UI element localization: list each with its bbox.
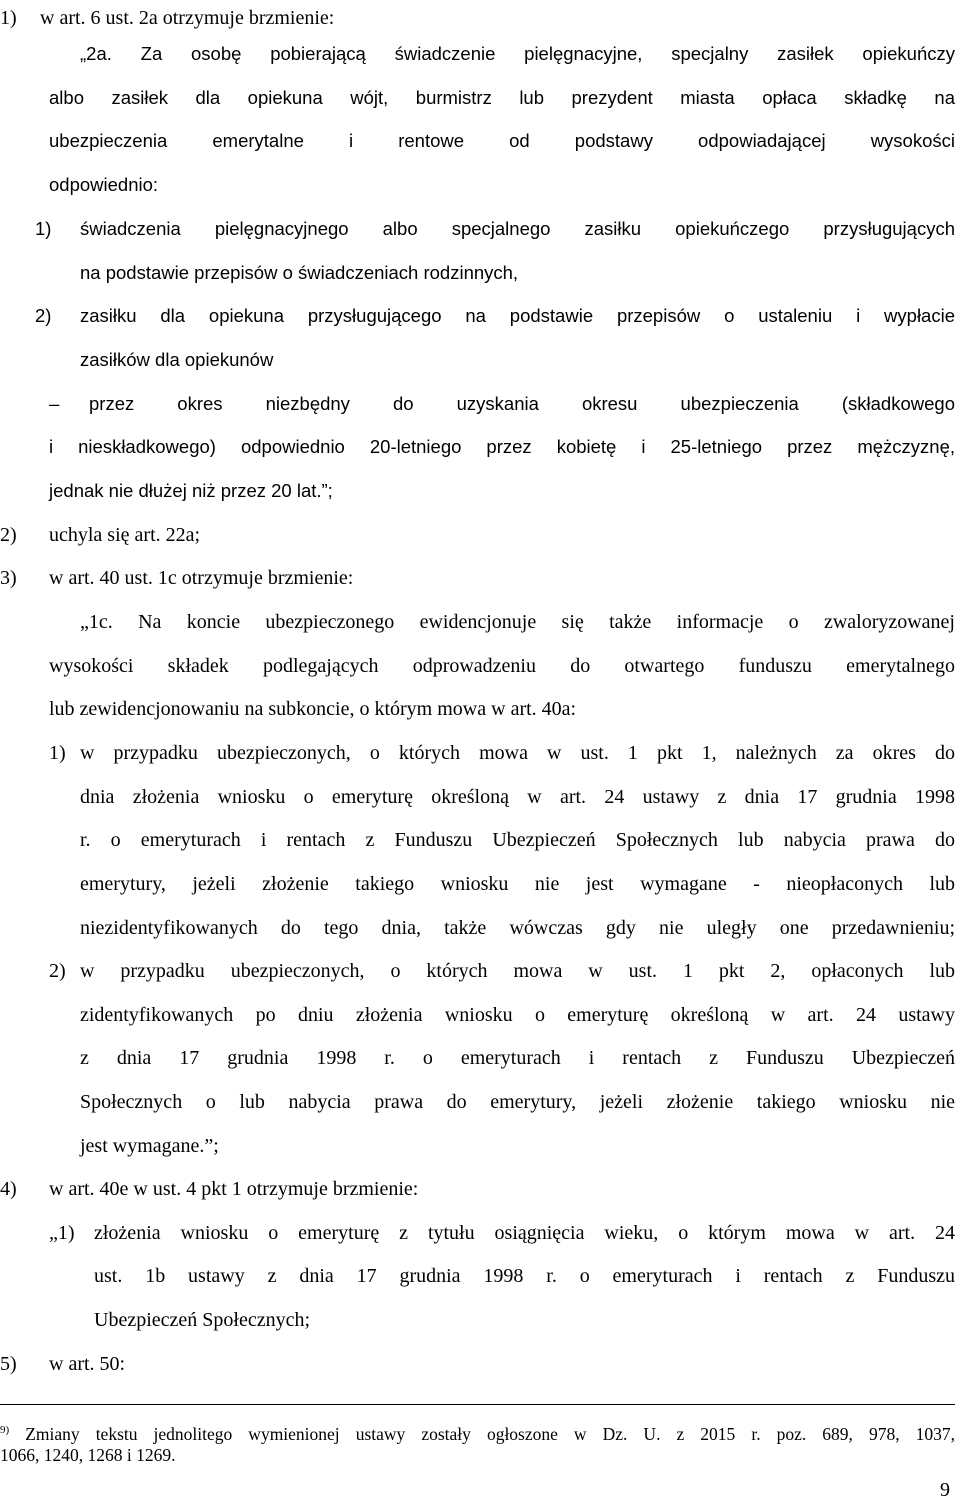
subitem-line: ust. 1b ustawy z dnia 17 grudnia 1998 r. o emeryturach i rentach z Funduszu [94,1265,955,1287]
item-number: 1) [0,7,17,29]
subitem-line: w przypadku ubezpieczonych, o których mowa w ust. 1 pkt 2, opłaconych lub [80,960,955,982]
item-number: 4) [0,1178,17,1200]
subitem-line: r. o emeryturach i rentach z Funduszu Ubezpieczeń Społecznych lub nabycia prawa do [80,829,955,851]
paragraph-line: i nieskładkowego) odpowiednio 20-letniego przez kobietę i 25-letniego przez mężczyznę, [49,436,955,457]
item-text: w art. 40 ust. 1c otrzymuje brzmienie: [49,567,354,589]
item-text: w art. 6 ust. 2a otrzymuje brzmienie: [40,7,335,29]
paragraph-line: ubezpieczenia emerytalne i rentowe od podstawy odpowiadającej wysokości [49,130,955,151]
subitem-number: 1) [35,218,52,239]
subitem-number: 2) [35,305,52,326]
list-item [0,1167,418,1211]
subitem-line: dnia złożenia wniosku o emeryturę określoną w art. 24 ustawy z dnia 17 grudnia 1998 [80,786,955,808]
subitem-line: złożenia wniosku o emeryturę z tytułu osiągnięcia wieku, o którym mowa w art. 24 [94,1222,955,1244]
list-item [0,1342,125,1386]
paragraph-line: „2a. Za osobę pobierającą świadczenie pielęgnacyjne, specjalny zasiłek opiekuńczy [80,43,955,64]
subitem-number: 2) [49,960,66,982]
list-item [0,556,353,600]
item-number: 5) [0,1353,17,1375]
subitem-line: zasiłków dla opiekunów [80,349,274,370]
footnote-line: 1066, 1240, 1268 i 1269. [0,1445,176,1465]
footnote-text: Zmiany tekstu jednolitego wymienionej ustawy zostały ogłoszone w Dz. U. z 2015 r. poz. 689, 978, 1037, [25,1424,955,1444]
dash-mark: – [49,393,60,414]
paragraph-line: odpowiednio: [49,174,159,195]
subitem-number: 1) [49,742,66,764]
subitem-line: niezidentyfikowanych do tego dnia, także wówczas gdy nie uległy one przedawnieniu; [80,917,955,939]
paragraph-line: wysokości składek podlegających odprowadzeniu do otwartego funduszu emerytalnego [49,655,955,677]
subitem-line: na podstawie przepisów o świadczeniach rodzinnych, [80,262,519,283]
footnote-mark: 9) [0,1424,10,1436]
paragraph-line: jednak nie dłużej niż przez 20 lat.”; [49,480,333,501]
paragraph-line: lub zewidencjonowaniu na subkoncie, o którym mowa w art. 40a: [49,698,577,720]
subitem-line: w przypadku ubezpieczonych, o których mowa w ust. 1 pkt 1, należnych za okres do [80,742,955,764]
subitem-line: z dnia 17 grudnia 1998 r. o emeryturach i rentach z Funduszu Ubezpieczeń [80,1047,955,1069]
subitem-line: zasiłku dla opiekuna przysługującego na podstawie przepisów o ustaleniu i wypłacie [80,305,955,326]
footnote-separator [0,1404,955,1405]
subitem-line: emerytury, jeżeli złożenie takiego wniosku nie jest wymagane - nieopłaconych lub [80,873,955,895]
item-number: 2) [0,524,17,546]
subitem-number: „1) [49,1222,75,1244]
item-text: w art. 50: [49,1353,126,1375]
item-text: uchyla się art. 22a; [49,524,201,546]
footnote-line [0,1418,955,1446]
subitem-line: Społecznych o lub nabycia prawa do emerytury, jeżeli złożenie takiego wniosku nie [80,1091,955,1113]
item-text: w art. 40e w ust. 4 pkt 1 otrzymuje brzmienie: [49,1178,419,1200]
subitem-line: zidentyfikowanych po dniu złożenia wniosku o emeryturę określoną w art. 24 ustawy [80,1004,955,1026]
paragraph-line: „1c. Na koncie ubezpieczonego ewidencjonuje się także informacje o zwaloryzowanej [80,611,955,633]
subitem-line: świadczenia pielęgnacyjnego albo specjalnego zasiłku opiekuńczego przysługujących [80,218,955,239]
item-number: 3) [0,567,17,589]
list-item [0,513,200,557]
paragraph-line: przez okres niezbędny do uzyskania okresu ubezpieczenia (składkowego [89,393,955,414]
paragraph-line: albo zasiłek dla opiekuna wójt, burmistrz lub prezydent miasta opłaca składkę na [49,87,955,108]
subitem-line: jest wymagane.”; [80,1135,219,1157]
page-number: 9 [940,1479,950,1501]
subitem-line: Ubezpieczeń Społecznych; [94,1309,311,1331]
